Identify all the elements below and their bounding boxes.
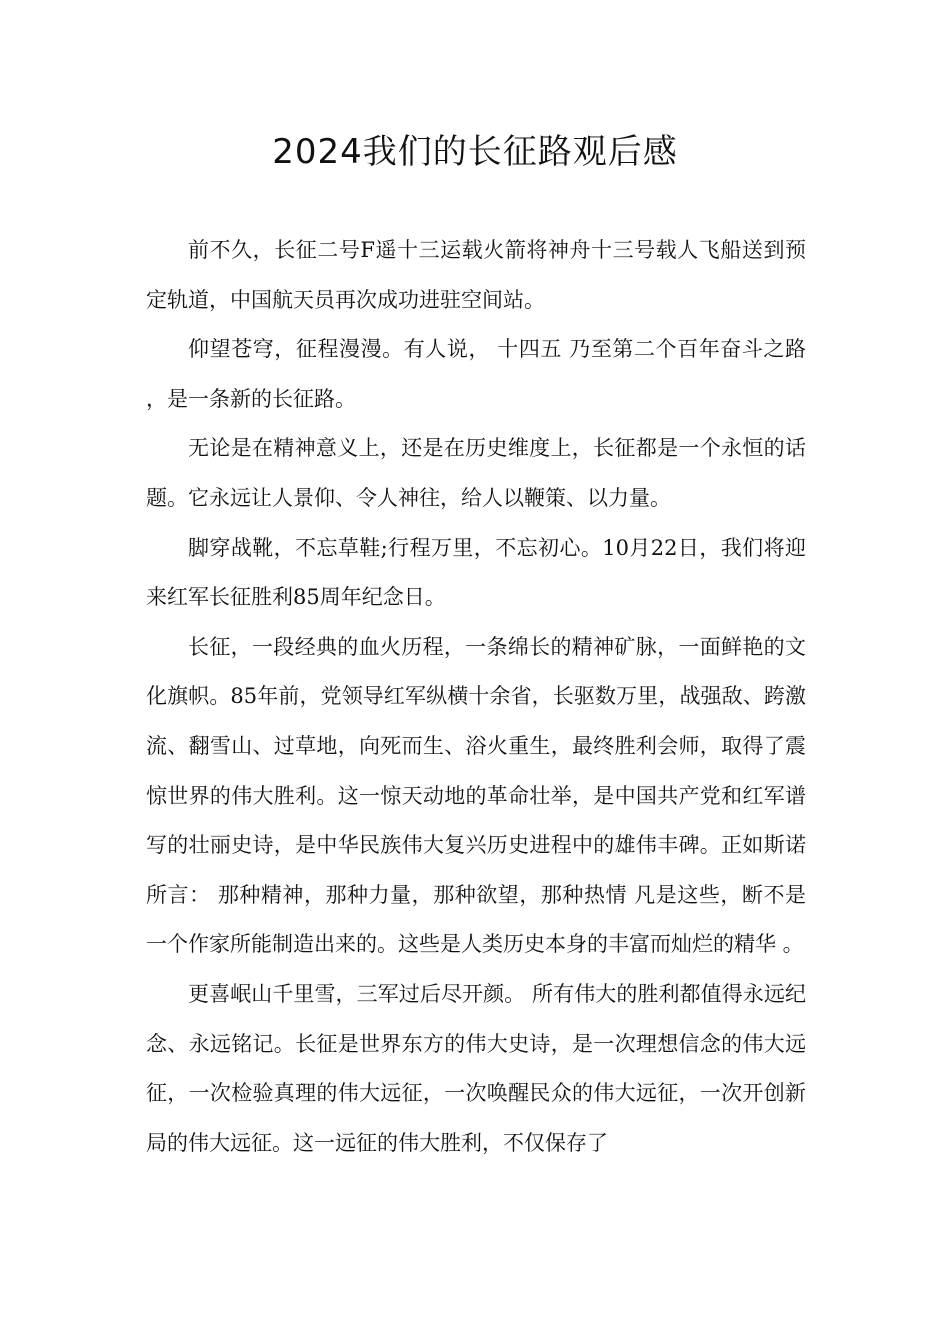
paragraph: 仰望苍穹，征程漫漫。有人说， 十四五 乃至第二个百年奋斗之路，是一条新的长征路。 [146,337,806,411]
document-title: 2024我们的长征路观后感 [272,132,678,172]
paragraph: 无论是在精神意义上，还是在历史维度上，长征都是一个永恒的话题。它永远让人景仰、令人神往，给人以鞭策、以力量。 [146,436,806,510]
paragraph: 脚穿战靴，不忘草鞋;行程万里，不忘初心。10月22日，我们将迎来红军长征胜利85周年纪念日。 [146,535,806,610]
paragraph: 更喜岷山千里雪，三军过后尽开颜。 所有伟大的胜利都值得永远纪念、永远铭记。长征是世界东方的伟大史诗，是一次理想信念的伟大远征，一次检验真理的伟大远征，一次唤醒民众的伟大远征，一次开创新局的伟大远征。这一远征的伟大胜利，不仅保存了 [146,981,806,1155]
paragraph: 前不久，长征二号F遥十三运载火箭将神舟十三号载人飞船送到预定轨道，中国航天员再次成功进驻空间站。 [146,238,806,312]
document-body [146,226,806,1168]
paragraph: 长征，一段经典的血火历程，一条绵长的精神矿脉，一面鲜艳的文化旗帜。85年前，党领导红军纵横十余省，长驱数万里，战强敌、跨激流、翻雪山、过草地，向死而生、浴火重生，最终胜利会师，取得了震惊世界的伟大胜利。这一惊天动地的革命壮举，是中国共产党和红军谱写的壮丽史诗，是中华民族伟大复兴历史进程中的雄伟丰碑。正如斯诺所言： 那种精神，那种力量，那种欲望，那种热情 凡是这些，断不是一个作家所能制造出来的。这些是人类历史本身的丰富而灿烂的精华 。 [146,634,806,957]
